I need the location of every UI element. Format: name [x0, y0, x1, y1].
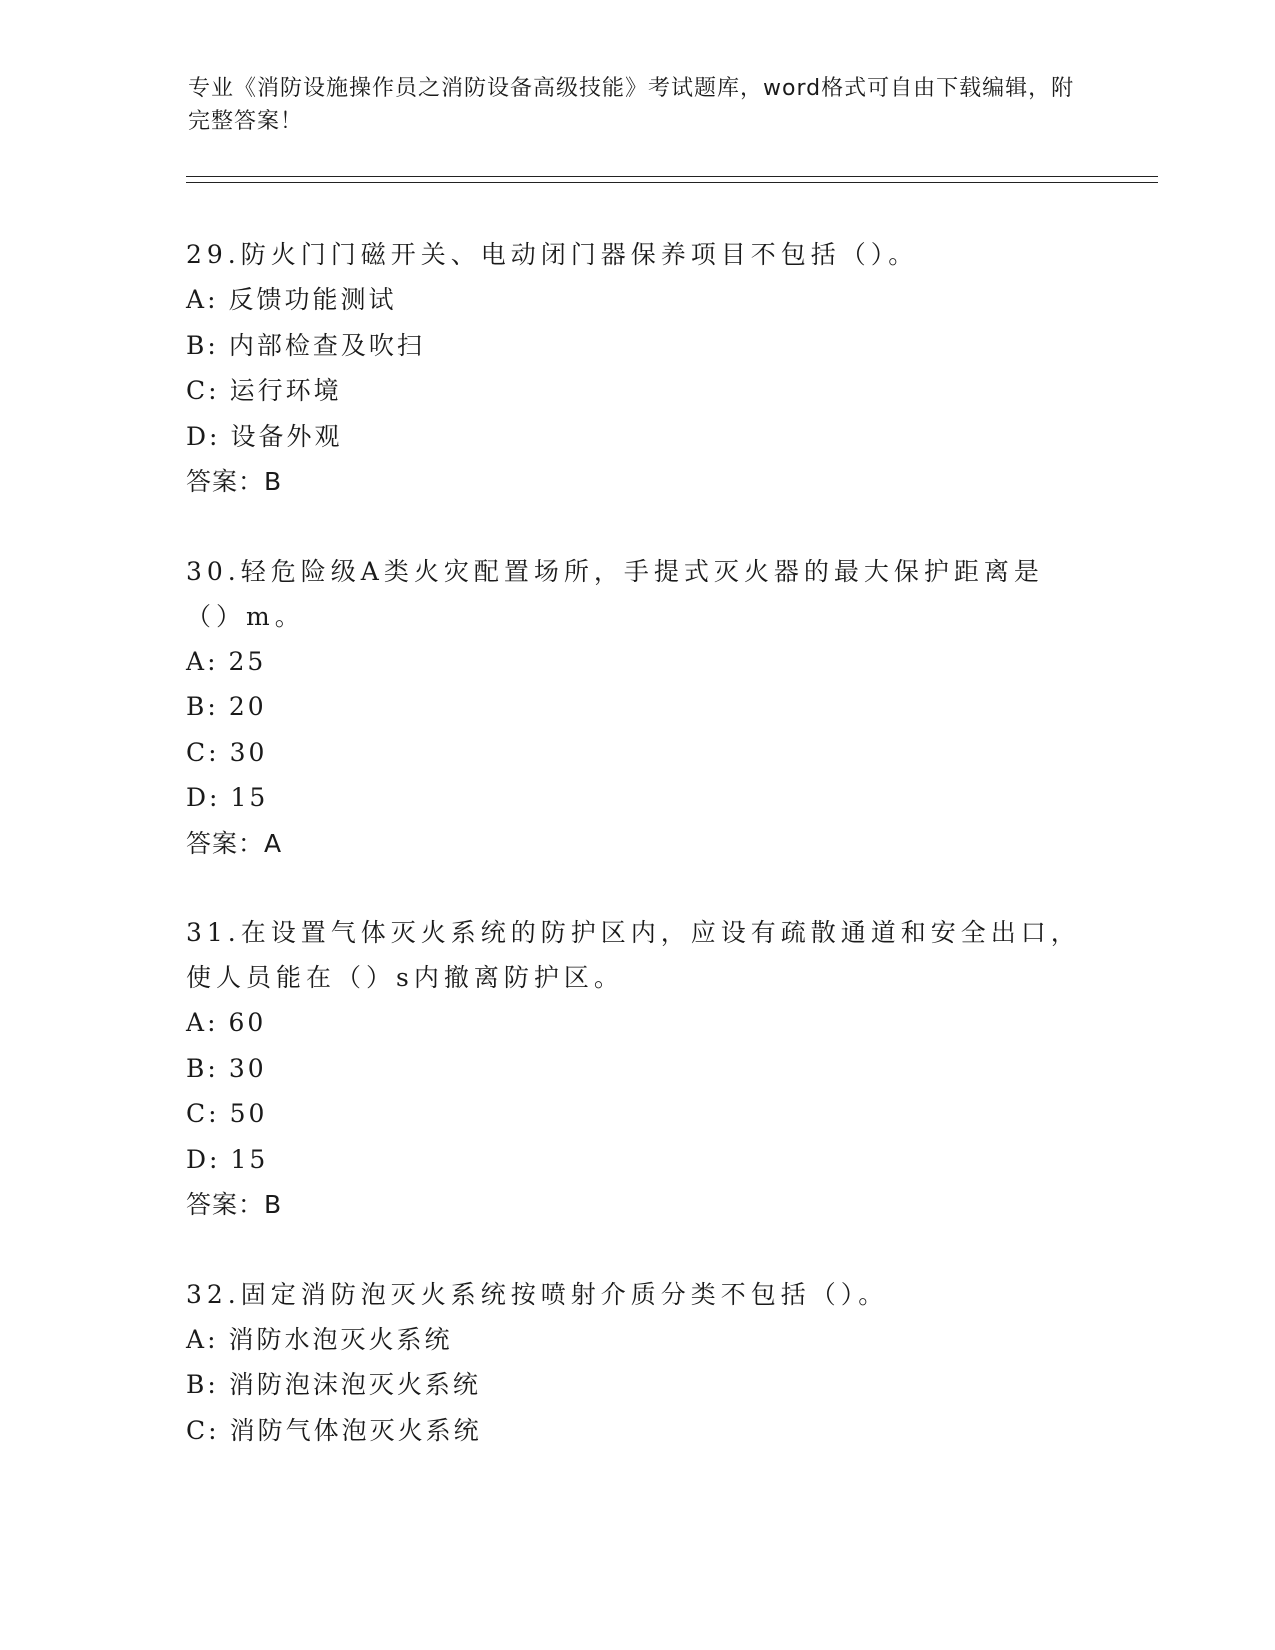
- option-a: A: 消防水泡灭火系统: [186, 1324, 453, 1354]
- option-d: D: 15: [186, 783, 269, 812]
- option-text: 50: [229, 1099, 268, 1128]
- option-text: 运行环境: [229, 376, 342, 405]
- question-29: [186, 232, 1086, 505]
- answer-line: 答案：B: [186, 1190, 283, 1219]
- page-header: 专业《消防设施操作员之消防设备高级技能》考试题库，word格式可自由下载编辑，附完整答案！: [188, 76, 1075, 134]
- option-d: D: 15: [186, 1144, 269, 1174]
- option-key: A: [186, 285, 208, 314]
- option-d: D: 设备外观: [186, 421, 343, 451]
- option-key: D: [186, 783, 210, 812]
- option-text: 反馈功能测试: [228, 285, 397, 314]
- option-text: 15: [230, 1144, 269, 1174]
- option-c: C: 30: [186, 737, 268, 767]
- question-text: 32.固定消防泡灭火系统按喷射介质分类不包括（）。: [186, 1279, 889, 1309]
- option-text: 内部检查及吹扫: [228, 330, 425, 360]
- option-text: 60: [228, 1008, 267, 1037]
- option-key: A: [186, 1324, 208, 1354]
- option-key: B: [186, 692, 208, 721]
- option-key: B: [186, 1053, 208, 1083]
- option-text: 20: [228, 692, 267, 721]
- option-key: C: [186, 376, 209, 405]
- option-key: A: [186, 1008, 208, 1037]
- option-b: B: 内部检查及吹扫: [186, 330, 425, 360]
- option-key: B: [186, 1370, 208, 1399]
- option-c: C: 运行环境: [186, 376, 342, 405]
- option-c: C: 50: [186, 1099, 268, 1128]
- question-list: [186, 232, 1086, 1497]
- option-b: B: 20: [186, 692, 267, 721]
- option-key: C: [186, 1415, 209, 1445]
- option-key: D: [186, 1144, 210, 1174]
- header-divider-top: [186, 176, 1158, 177]
- option-text: 25: [228, 646, 267, 676]
- option-key: C: [186, 737, 209, 767]
- question-text: 31.在设置气体灭火系统的防护区内，应设有疏散通道和安全出口，使人员能在（）s内撤离防护区。: [186, 918, 1081, 992]
- question-30: [186, 549, 1086, 867]
- option-c: C: 消防气体泡灭火系统: [186, 1415, 482, 1445]
- option-key: B: [186, 330, 208, 360]
- option-text: 30: [229, 737, 268, 767]
- option-text: 30: [228, 1053, 267, 1083]
- question-text: 30.轻危险级A类火灾配置场所，手提式灭火器的最大保护距离是（）m。: [186, 556, 1044, 631]
- question-text: 29.防火门门磁开关、电动闭门器保养项目不包括（）。: [186, 240, 919, 269]
- option-text: 消防气体泡灭火系统: [229, 1415, 482, 1445]
- option-b: B: 30: [186, 1053, 267, 1083]
- option-text: 设备外观: [230, 421, 343, 451]
- option-a: A: 25: [186, 646, 267, 676]
- option-a: A: 60: [186, 1008, 267, 1037]
- option-key: C: [186, 1099, 209, 1128]
- option-text: 15: [230, 783, 269, 812]
- question-31: [186, 910, 1086, 1228]
- option-a: A: 反馈功能测试: [186, 285, 397, 314]
- question-32: [186, 1272, 1086, 1454]
- option-key: D: [186, 421, 210, 451]
- option-b: B: 消防泡沫泡灭火系统: [186, 1370, 481, 1399]
- option-text: 消防水泡灭火系统: [228, 1324, 453, 1354]
- header-divider-bottom: [186, 182, 1158, 183]
- option-text: 消防泡沫泡灭火系统: [228, 1370, 481, 1399]
- answer-line: 答案：A: [186, 828, 283, 858]
- option-key: A: [186, 646, 208, 676]
- answer-line: 答案：B: [186, 467, 283, 496]
